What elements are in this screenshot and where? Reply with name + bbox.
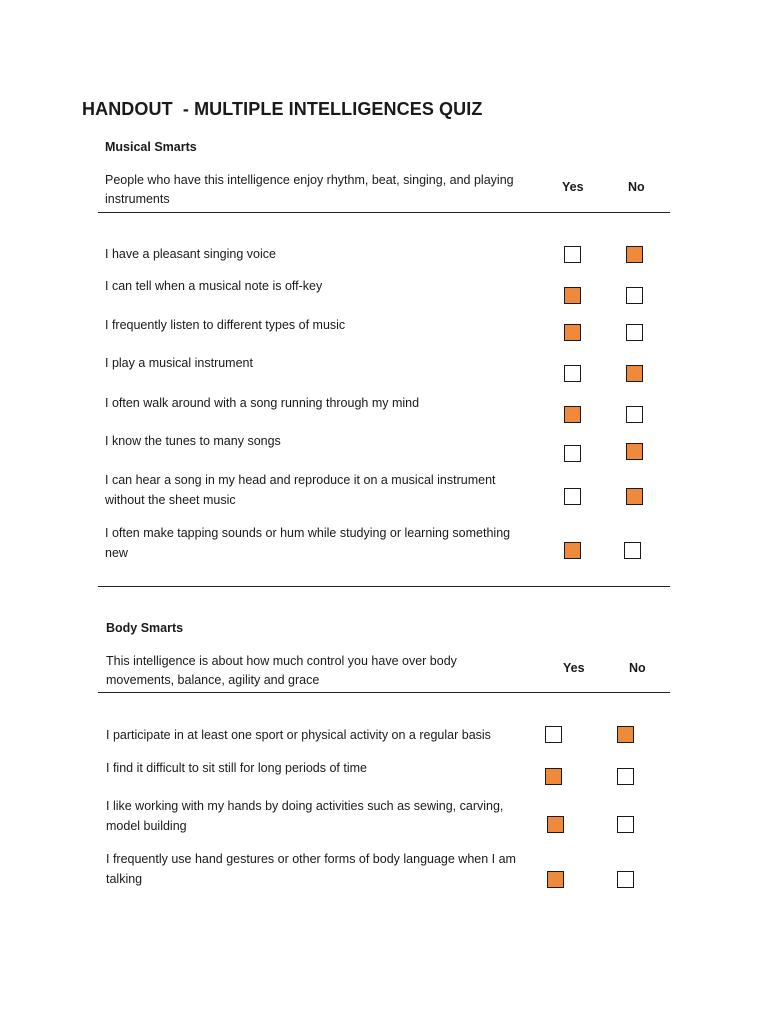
section-heading: Body Smarts bbox=[106, 621, 184, 635]
no-column-header: No bbox=[628, 180, 645, 194]
question-text: I can tell when a musical note is off-key bbox=[105, 279, 323, 293]
no-checkbox[interactable] bbox=[626, 365, 643, 382]
section-description: This intelligence is about how much control you have over body movements, balance, agility and grace bbox=[106, 654, 457, 687]
question-text: I frequently listen to different types of music bbox=[105, 318, 346, 332]
question-text: I often make tapping sounds or hum while studying or learning something new bbox=[105, 526, 511, 560]
yes-checkbox[interactable] bbox=[547, 871, 564, 888]
no-checkbox[interactable] bbox=[617, 726, 634, 743]
question-text: I play a musical instrument bbox=[105, 356, 253, 370]
yes-checkbox[interactable] bbox=[545, 726, 562, 743]
question-text: I participate in at least one sport or physical activity on a regular basis bbox=[106, 728, 491, 742]
no-checkbox[interactable] bbox=[624, 542, 641, 559]
yes-checkbox[interactable] bbox=[564, 287, 581, 304]
no-checkbox[interactable] bbox=[626, 287, 643, 304]
no-checkbox[interactable] bbox=[617, 816, 634, 833]
no-checkbox[interactable] bbox=[626, 324, 643, 341]
header-divider bbox=[98, 692, 670, 693]
question-text: I can hear a song in my head and reproduce it on a musical instrument without the sheet music bbox=[105, 473, 496, 507]
no-checkbox[interactable] bbox=[626, 488, 643, 505]
page-title: HANDOUT - MULTIPLE INTELLIGENCES QUIZ bbox=[82, 99, 483, 119]
no-checkbox[interactable] bbox=[617, 871, 634, 888]
yes-column-header: Yes bbox=[562, 180, 584, 194]
header-divider bbox=[98, 212, 670, 213]
yes-checkbox[interactable] bbox=[564, 445, 581, 462]
yes-checkbox[interactable] bbox=[564, 324, 581, 341]
question-text: I like working with my hands by doing activities such as sewing, carving, model building bbox=[106, 799, 504, 833]
yes-checkbox[interactable] bbox=[564, 488, 581, 505]
no-checkbox[interactable] bbox=[626, 246, 643, 263]
no-checkbox[interactable] bbox=[626, 406, 643, 423]
section-heading: Musical Smarts bbox=[105, 140, 197, 154]
question-text: I often walk around with a song running through my mind bbox=[105, 396, 420, 410]
question-text: I know the tunes to many songs bbox=[105, 434, 281, 448]
yes-checkbox[interactable] bbox=[564, 542, 581, 559]
no-checkbox[interactable] bbox=[626, 443, 643, 460]
question-text: I have a pleasant singing voice bbox=[105, 247, 276, 261]
yes-checkbox[interactable] bbox=[545, 768, 562, 785]
yes-checkbox[interactable] bbox=[564, 406, 581, 423]
section-divider bbox=[98, 586, 670, 587]
yes-checkbox[interactable] bbox=[564, 246, 581, 263]
question-text: I find it difficult to sit still for long periods of time bbox=[106, 761, 367, 775]
yes-checkbox[interactable] bbox=[564, 365, 581, 382]
yes-column-header: Yes bbox=[563, 661, 585, 675]
section-description: People who have this intelligence enjoy rhythm, beat, singing, and playing instruments bbox=[105, 173, 514, 206]
no-column-header: No bbox=[629, 661, 646, 675]
no-checkbox[interactable] bbox=[617, 768, 634, 785]
question-text: I frequently use hand gestures or other forms of body language when I am talking bbox=[106, 852, 516, 886]
yes-checkbox[interactable] bbox=[547, 816, 564, 833]
